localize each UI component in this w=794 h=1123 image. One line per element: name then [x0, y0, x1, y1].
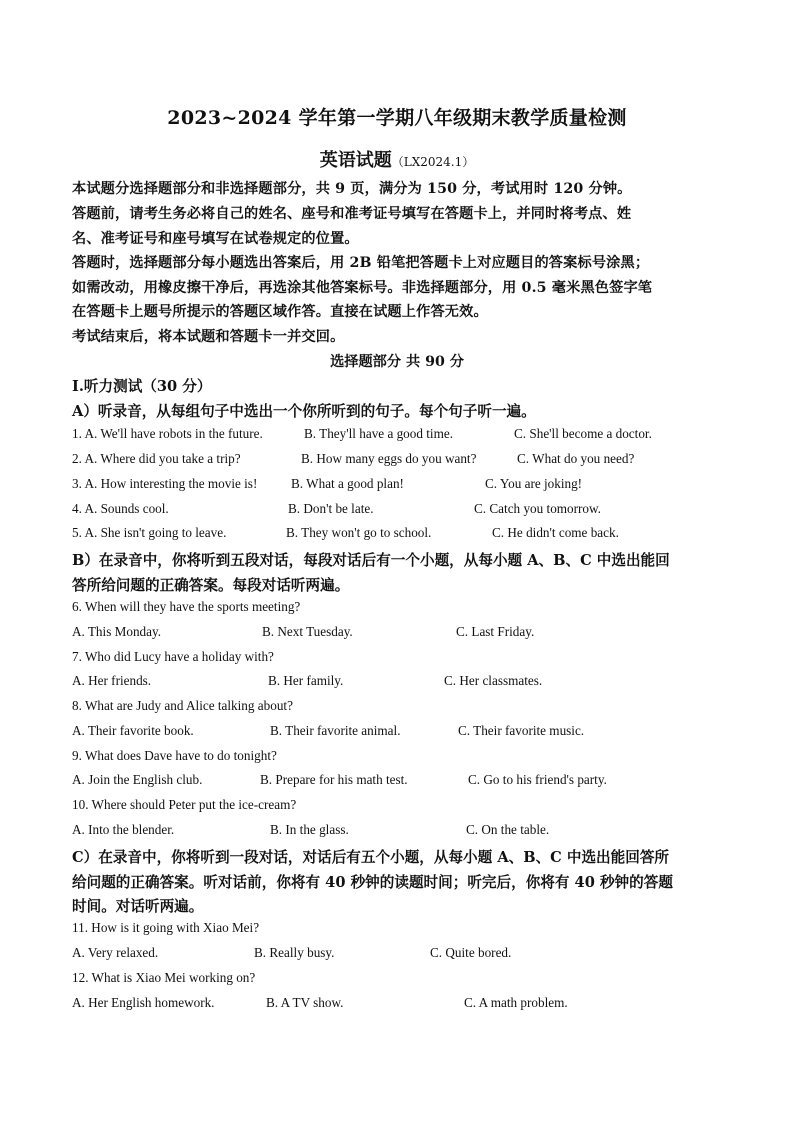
question-option: A. Their favorite book. [72, 723, 194, 738]
question-option: A. Join the English club. [72, 772, 203, 787]
question-option: 1. A. We'll have robots in the future. [72, 426, 263, 441]
question-option: 5. A. She isn't going to leave. [72, 525, 227, 540]
question-option: C. Their favorite music. [458, 723, 585, 738]
instruction-line: 名、准考证号和座号填写在试卷规定的位置。 [72, 231, 359, 247]
question-option: C. Go to his friend's party. [468, 772, 607, 787]
question-stem: 6. When will they have the sports meeting? [72, 599, 301, 614]
question-option: B. They'll have a good time. [304, 426, 453, 441]
exam-code: （LX2024.1） [391, 155, 475, 169]
instruction-line: 答题前，请考生务必将自己的姓名、座号和准考证号填写在答题卡上，并同时将考点、姓 [72, 206, 632, 222]
question-stem: 12. What is Xiao Mei working on? [72, 970, 256, 985]
question-option: B. Don't be late. [288, 501, 374, 516]
question-option: C. Catch you tomorrow. [474, 501, 601, 516]
section-c-heading: 时间。对话听两遍。 [72, 898, 204, 915]
question-stem: 10. Where should Peter put the ice-cream? [72, 797, 297, 812]
question-option: B. How many eggs do you want? [301, 451, 477, 466]
question-option: 4. A. Sounds cool. [72, 501, 169, 516]
question-option: B. A TV show. [266, 995, 344, 1010]
question-option: 2. A. Where did you take a trip? [72, 451, 241, 466]
exam-subject [0, 146, 794, 172]
exam-title: 2023~2024 学年第一学期八年级期末教学质量检测 [167, 107, 627, 129]
question-stem: 8. What are Judy and Alice talking about? [72, 698, 293, 713]
question-option: B. What a good plan! [291, 476, 404, 491]
question-option: C. What do you need? [517, 451, 635, 466]
question-stem: 7. Who did Lucy have a holiday with? [72, 649, 274, 664]
instruction-line: 本试题分选择题部分和非选择题部分，共 9 页，满分为 150 分，考试用时 120 分钟。 [72, 181, 632, 197]
instruction-line: 考试结束后，将本试题和答题卡一并交回。 [72, 329, 345, 345]
question-option: A. This Monday. [72, 624, 162, 639]
question-option: B. Next Tuesday. [262, 624, 353, 639]
question-option: C. You are joking! [485, 476, 583, 491]
section-c-heading: C）在录音中，你将听到一段对话，对话后有五个小题，从每小题 A、B、C 中选出能回答所 [72, 849, 670, 866]
instruction-line: 在答题卡上题号所提示的答题区域作答。直接在试题上作答无效。 [72, 304, 488, 320]
question-option: B. Her family. [268, 673, 344, 688]
section-b-heading: B）在录音中，你将听到五段对话，每段对话后有一个小题，从每小题 A、B、C 中选出能回 [72, 552, 670, 569]
question-option: A. Her English homework. [72, 995, 215, 1010]
section-a-heading: A）听录音，从每组句子中选出一个你所听到的句子。每个句子听一遍。 [72, 403, 536, 420]
question-option: B. Their favorite animal. [270, 723, 401, 738]
question-option: A. Her friends. [72, 673, 152, 688]
question-option: C. Quite bored. [430, 945, 512, 960]
subject-name: 英语试题 [319, 150, 392, 171]
question-option: B. They won't go to school. [286, 525, 432, 540]
question-option: C. A math problem. [464, 995, 568, 1010]
question-option: C. She'll become a doctor. [514, 426, 652, 441]
section-heading: I.听力测试（30 分） [72, 378, 212, 395]
instruction-line: 如需改动，用橡皮擦干净后，再选涂其他答案标号。非选择题部分，用 0.5 毫米黑色签字笔 [72, 280, 653, 296]
question-option: A. Into the blender. [72, 822, 175, 837]
question-option: C. Last Friday. [456, 624, 535, 639]
question-stem: 9. What does Dave have to do tonight? [72, 748, 277, 763]
question-option: C. On the table. [466, 822, 550, 837]
section-b-heading: 答所给问题的正确答案。每段对话听两遍。 [72, 577, 350, 594]
question-option: A. Very relaxed. [72, 945, 159, 960]
question-option: C. He didn't come back. [492, 525, 619, 540]
question-option: B. Prepare for his math test. [260, 772, 408, 787]
part-title: 选择题部分 共 90 分 [330, 354, 464, 370]
instruction-line: 答题时，选择题部分每小题选出答案后，用 2B 铅笔把答题卡上对应题目的答案标号涂黑； [72, 255, 650, 271]
question-option: B. Really busy. [254, 945, 335, 960]
question-option: C. Her classmates. [444, 673, 543, 688]
question-option: B. In the glass. [270, 822, 349, 837]
question-option: 3. A. How interesting the movie is! [72, 476, 258, 491]
question-stem: 11. How is it going with Xiao Mei? [72, 920, 260, 935]
section-c-heading: 给问题的正确答案。听对话前，你将有 40 秒钟的读题时间；听完后，你将有 40 秒钟的答题 [72, 874, 673, 891]
